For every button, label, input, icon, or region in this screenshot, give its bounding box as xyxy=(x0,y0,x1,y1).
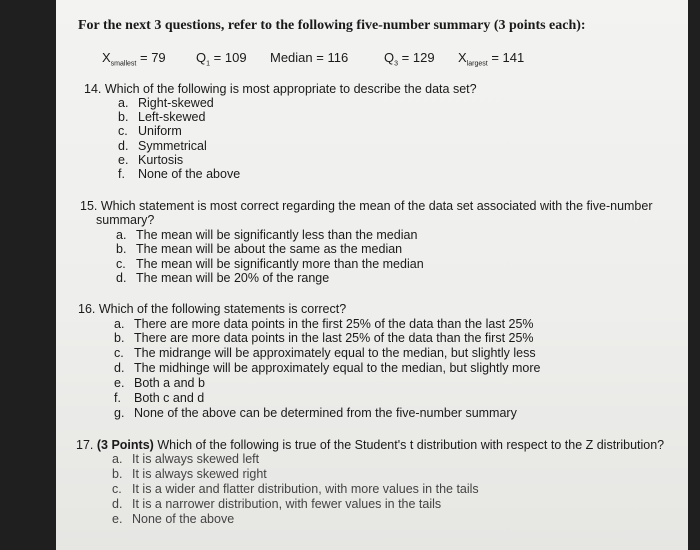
q17-text: Which of the following is true of the Student's t distribution with respect to the Z distribution? xyxy=(157,438,665,452)
q1-symbol: Q xyxy=(196,50,207,65)
q17-option-b[interactable]: b. It is always skewed right xyxy=(112,467,267,481)
summary-smallest xyxy=(102,50,166,68)
q17-option-c[interactable]: c. It is a wider and flatter distribution, with more values in the tails xyxy=(112,482,479,496)
q1-value: = 109 xyxy=(213,50,247,65)
q15-option-c[interactable]: c. The mean will be significantly more than the median xyxy=(116,257,424,271)
q17-option-a[interactable]: a. It is always skewed left xyxy=(112,452,260,466)
question-16-stem: 16. Which of the following statements is correct? xyxy=(78,302,347,316)
question-14-stem: 14. Which of the following is most appropriate to describe the data set? xyxy=(84,82,477,96)
summary-q3 xyxy=(384,50,435,68)
q3-symbol: Q xyxy=(384,50,395,65)
q16-option-a[interactable]: a. There are more data points in the first 25% of the data than the last 25% xyxy=(114,317,534,331)
q14-option-a[interactable]: a. Right-skewed xyxy=(118,96,214,110)
q14-option-e[interactable]: e. Kurtosis xyxy=(118,153,184,167)
question-15-stem-line2: summary? xyxy=(96,213,155,227)
q14-option-d[interactable]: d. Symmetrical xyxy=(118,139,207,153)
q16-option-d[interactable]: d. The midhinge will be approximately equal to the median, but slightly more xyxy=(114,361,541,375)
q17-option-e[interactable]: e. None of the above xyxy=(112,512,235,526)
smallest-symbol: X xyxy=(102,50,111,65)
summary-q1 xyxy=(196,50,247,68)
instructions-heading: For the next 3 questions, refer to the following five-number summary (3 points each): xyxy=(78,18,586,33)
smallest-value: = 79 xyxy=(139,50,166,65)
q3-subscript: 3 xyxy=(394,60,399,68)
q17-points: (3 Points) xyxy=(96,438,154,452)
q16-option-f[interactable]: f. Both c and d xyxy=(114,391,205,405)
question-17-stem xyxy=(76,438,664,452)
q14-option-b[interactable]: b. Left-skewed xyxy=(118,110,206,124)
q16-option-b[interactable]: b. There are more data points in the last 25% of the data than the first 25% xyxy=(114,331,534,345)
q14-option-f[interactable]: f. None of the above xyxy=(118,167,241,181)
worksheet-page xyxy=(56,0,688,550)
summary-median: Median = 116 xyxy=(270,50,349,65)
q15-option-d[interactable]: d. The mean will be 20% of the range xyxy=(116,271,330,285)
q1-subscript: 1 xyxy=(206,60,211,68)
summary-largest xyxy=(458,50,524,68)
q16-option-e[interactable]: e. Both a and b xyxy=(114,376,205,390)
q3-value: = 129 xyxy=(401,50,435,65)
q16-option-c[interactable]: c. The midrange will be approximately equal to the median, but slightly less xyxy=(114,346,536,360)
q15-option-b[interactable]: b. The mean will be about the same as the median xyxy=(116,242,403,256)
largest-subscript: largest xyxy=(466,60,488,68)
q17-number: 17. xyxy=(76,438,94,452)
largest-value: = 141 xyxy=(491,50,525,65)
largest-symbol: X xyxy=(458,50,467,65)
smallest-subscript: smallest xyxy=(110,60,137,68)
q15-option-a[interactable]: a. The mean will be significantly less than the median xyxy=(116,228,418,242)
q14-option-c[interactable]: c. Uniform xyxy=(118,124,182,138)
question-15-stem-line1: 15. Which statement is most correct regarding the mean of the data set associated with the five-number xyxy=(80,199,653,213)
q17-option-d[interactable]: d. It is a narrower distribution, with fewer values in the tails xyxy=(112,497,442,511)
q16-option-g[interactable]: g. None of the above can be determined from the five-number summary xyxy=(114,406,517,420)
